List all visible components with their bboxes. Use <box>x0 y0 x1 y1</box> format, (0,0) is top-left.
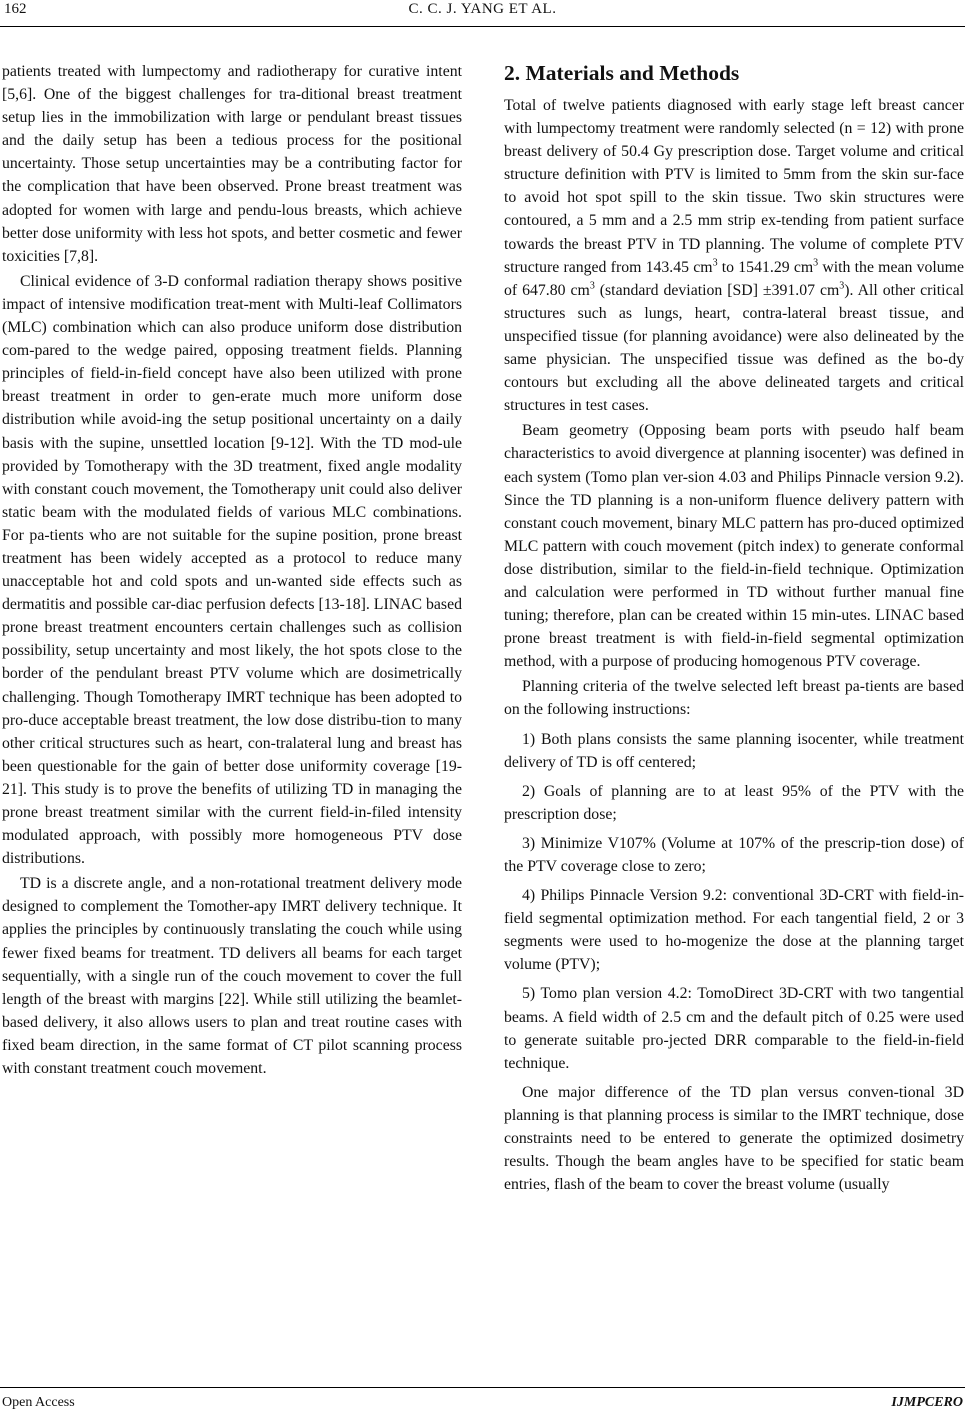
footer-rule <box>0 1387 965 1388</box>
header-rule <box>0 26 965 27</box>
footer-left: Open Access <box>2 1395 75 1410</box>
right-column <box>504 60 964 1196</box>
page-header <box>0 0 965 34</box>
list-item: 4) Philips Pinnacle Version 9.2: conventional 3D-CRT with field-in-field segmental optimization method. For each tangential field, 2 or 3 segments were used to ho-mogenize the dose at the planning target volume (PTV); <box>504 887 964 974</box>
list-item: 5) Tomo plan version 4.2: TomoDirect 3D-CRT with two tangential beams. A field width of 2.5 cm and the default pitch of 0.25 were used to generate suitable pro-jected DRR comparable to the field-in-field technique. <box>504 985 964 1072</box>
left-column <box>2 60 462 1080</box>
journal-name: IJMPCERO <box>891 1395 963 1410</box>
paragraph: Planning criteria of the twelve selected left breast pa-tients are based on the following instructions: <box>504 678 964 719</box>
paragraph: One major difference of the TD plan versus conven-tional 3D planning is that planning process is similar to the IMRT technique, dose constraints need to be entered to generate the optimized dosimetry results. Though the beam angles have to be specified for static beam entries, flash of the beam to cover the breast volume (usually <box>504 1083 964 1194</box>
running-title: C. C. J. YANG ET AL. <box>408 1 557 17</box>
paragraph: Beam geometry (Opposing beam ports with pseudo half beam characteristics to avoid divergence at planning isocenter) was defined in each system (Tomo plan ver-sion 4.03 and Philips Pinnacle version 9.2). Since the TD planning is a non-uniform fluence delivery pattern with constant couch movement, binary MLC pattern has pro-duced optimized MLC pattern with couch movement (pitch index) to generate conformal dose distribution, similar to the field-in-field technique. Optimization and calculation were performed in TD without further manual fine tuning; therefore, plan can be created within 15 min-utes. LINAC based prone breast treatment is with field-in-field segmental optimization method, with a purpose of producing homogenous PTV coverage. <box>504 422 964 671</box>
paragraph: patients treated with lumpectomy and radiotherapy for curative intent [5,6]. One of the biggest challenges for tra-ditional breast treatment setup lies in the immobilization with large or pendulant breast tissues and the daily setup has been a tedious process for the positional uncertainty. Those setup uncertainties may be a contributing factor for the complication that have been observed. Prone breast treatment was adopted for women with large and pendu-lous breasts, which achieve better dose uniformity with less hot spots, and better cosmetic and fewer toxicities [7,8]. <box>2 63 462 265</box>
section-heading: 2. Materials and Methods <box>504 61 740 85</box>
paragraph: TD is a discrete angle, and a non-rotational treatment delivery mode designed to complement the Tomother-apy IMRT delivery technique. It applies the principles by continuously translating the couch while using fewer fixed beams for treatment. TD delivers all beams for each target sequentially, with a single run of the couch movement to cover the full length of the breast with margins [22]. While still utilizing the beamlet-based delivery, it also allows users to plan and treat routine cases with fixed beam direction, in the same format of CT pilot scanning process with constant treatment couch movement. <box>2 875 462 1078</box>
list-item: 2) Goals of planning are to at least 95% of the PTV with the prescription dose; <box>504 782 964 823</box>
paragraph: Total of twelve patients diagnosed with early stage left breast cancer with lumpectomy treatment were randomly selected (n = 12) with prone breast delivery of 50.4 Gy prescription dose. Target volume and critical structure definition with PTV is limited to 5mm from the skin sur-face to avoid hot spot spill to the skin tissue. Two skin structures were contoured, a 5 mm and a 2.5 mm strip ex-tending from patient surface towards the breast PTV in TD planning. The volume of complete PTV structure ranged from 143.45 $cm^3$ to 1541.29 $cm^3$ with the mean volume of 647.80 $cm^3$ (standard deviation [SD] ±391.07 $cm^3$). All other critical structures such as lungs, heart, contra-lateral breast tissue, and unspecified tissue (for planning avoidance) were also delineated by the same physician. The unspecified tissue was defined as the bo-dy contours but excluding all the above delineated targets and critical structures in test cases. <box>504 97 964 415</box>
list-item: 3) Minimize V107% (Volume at 107% of the prescrip-tion dose) of the PTV coverage close to zero; <box>504 834 964 875</box>
page-number: 162 <box>4 1 27 17</box>
paragraph: Clinical evidence of 3-D conformal radiation therapy shows positive impact of intensive modification treat-ment with Multi-leaf Collimators (MLC) combination which can also produce uniform dose distribution com-pared to the wedge paired, opposing treatment fields. Planning principles of field-in-field concept have also been utilized with prone breast treatment in order to gen-erate much more uniform dose distribution while avoid-ing the setup positional uncertainty on a daily basis with the supine, unsettled location [9-12]. With the TD mod-ule provided by Tomotherapy with the 3D treatment, fixed angle modality with constant couch movement, the Tomotherapy unit could also deliver static beam with the modulated fields of various MLC combinations. For pa-tients who are not suitable for the supine position, prone breast treatment has been widely accepted as a protocol to reduce many unacceptable hot and cold spots and un-wanted side effects such as dermatitis and possible car-diac perfusion defects [13-18]. LINAC based prone breast treatment encounters certain challenges such as collision possibility, setup uncertainty and most likely, the hot spots close to the border of the pendulant breast PTV volume which are dosimetrically challenging. Though Tomotherapy IMRT technique has been adopted to pro-duce acceptable breast treatment, the low dose distribu-tion to many other critical structures such as heart, con-tralateral lung and breast has been questionable for the gain of better dose uniformity coverage [19-21]. This study is to prove the benefits of utilizing TD in managing the prone breast treatment similar with the current field-in-filed intensity modulated approach, with possibly more homogeneous PTV dose distributions. <box>2 272 462 868</box>
page-footer <box>0 1387 965 1414</box>
list-item: 1) Both plans consists the same planning isocenter, while treatment delivery of TD is off centered; <box>504 730 964 771</box>
